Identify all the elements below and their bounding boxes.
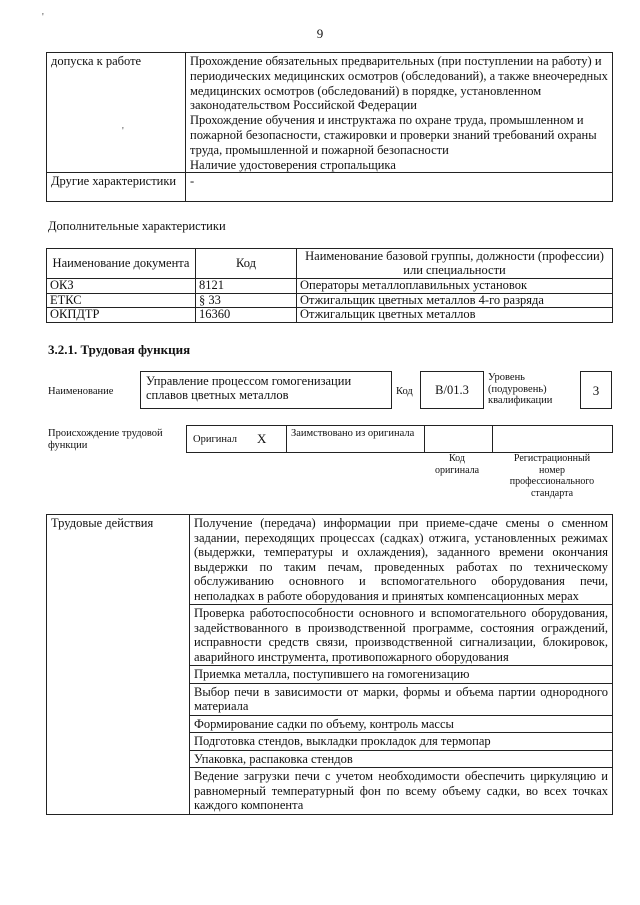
doc-name: ОКЗ <box>47 279 196 294</box>
list-item: Получение (передача) информации при приеме-сдаче смены о сменном задании, переходящих процессах (садках) отжига, установленных режимах (выдержки, температуры и охлаждения), заданного времени окончания выдержки по таким печам, проведенных работах по техническому обслуживанию основного и вспомогательного оборудования печи, неполадках в работе оборудования и принятых компенсационных мерах <box>190 515 613 605</box>
additional-title: Дополнительные характеристики <box>48 219 226 233</box>
list-item: Ведение загрузки печи с учетом необходимости обеспечить циркуляцию и равномерный температурный фон по всему объему садки, во всех точках каждого компонента <box>190 768 613 815</box>
stray-mark: ' <box>122 126 124 137</box>
other-characteristics-label: Другие характеристики <box>47 173 186 202</box>
section-title: 3.2.1. Трудовая функция <box>48 342 191 357</box>
admission-requirements <box>186 53 613 173</box>
group-name: Операторы металлоплавильных установок <box>297 279 613 294</box>
list-item: Подготовка стендов, выкладки прокладок для термопар <box>190 733 613 751</box>
requirement-training: Прохождение обучения и инструктажа по охране труда, промышленном и пожарной безопасности, стажировки и проверки знаний требований охраны труда, промышленной и пожарной безопасности <box>190 113 597 157</box>
original-mark: X <box>257 431 267 446</box>
group-name: Отжигальщик цветных металлов 4-го разряда <box>297 293 613 308</box>
table-row <box>47 279 613 294</box>
table-row <box>47 293 613 308</box>
qualification-table <box>46 52 613 202</box>
list-item: Выбор печи в зависимости от марки, формы и объема партии однородного материала <box>190 683 613 715</box>
page-number: 9 <box>316 26 324 41</box>
admission-label: допуска к работе <box>47 53 186 173</box>
list-item: Приемка металла, поступившего на гомогенизацию <box>190 666 613 684</box>
reg-caption: Регистрационный номер профессионального стандарта <box>509 453 595 499</box>
origin-row <box>186 425 613 453</box>
function-code-box <box>420 371 484 409</box>
col-group-name: Наименование базовой группы, должности (профессии) или специальности <box>297 249 613 279</box>
labor-actions-table <box>46 514 613 815</box>
code-caption: Код оригинала <box>434 453 480 476</box>
corner-mark: ' <box>42 12 44 23</box>
doc-code: 8121 <box>196 279 297 294</box>
col-code: Код <box>196 249 297 279</box>
origin-label: Происхождение трудовой функции <box>48 428 163 451</box>
list-item: Упаковка, распаковка стендов <box>190 750 613 768</box>
divider <box>286 426 287 452</box>
code-label: Код <box>396 386 413 397</box>
function-name: Управление процессом гомогенизации сплавов цветных металлов <box>146 374 352 402</box>
list-item: Проверка работоспособности основного и вспомогательного оборудования, задействованного в производственной программе, состояния ограждений, исправности средств связи, производственной сигнализации, блокировок, аварийного инструмента, противопожарного оборудования <box>190 605 613 666</box>
group-name: Отжигальщик цветных металлов <box>297 308 613 323</box>
divider <box>424 426 425 452</box>
doc-code: § 33 <box>196 293 297 308</box>
name-label: Наименование <box>48 386 114 397</box>
requirement-medical: Прохождение обязательных предварительных (при поступлении на работу) и периодических медицинских осмотров (обследований), а также внеочередных медицинских осмотров (обследований) в порядке, установленном законодательством Российской Федерации <box>190 54 608 113</box>
labor-actions-label: Трудовые действия <box>47 515 190 815</box>
divider <box>492 426 493 452</box>
doc-name: ОКПДТР <box>47 308 196 323</box>
borrowed-label: Заимствовано из оригинала <box>291 428 415 439</box>
function-code: B/01.3 <box>435 383 469 397</box>
level-label: Уровень (подуровень) квалификации <box>488 372 553 406</box>
original-label: Оригинал <box>193 434 237 445</box>
level-value: 3 <box>592 383 600 398</box>
additional-table <box>46 248 613 323</box>
table-row <box>47 308 613 323</box>
doc-name: ЕТКС <box>47 293 196 308</box>
doc-code: 16360 <box>196 308 297 323</box>
other-characteristics-value: - <box>186 173 613 202</box>
requirement-certificate: Наличие удостоверения стропальщика <box>190 157 396 172</box>
col-doc-name: Наименование документа <box>47 249 196 279</box>
list-item: Формирование садки по объему, контроль массы <box>190 715 613 733</box>
function-name-box <box>140 371 392 409</box>
level-box <box>580 371 612 409</box>
